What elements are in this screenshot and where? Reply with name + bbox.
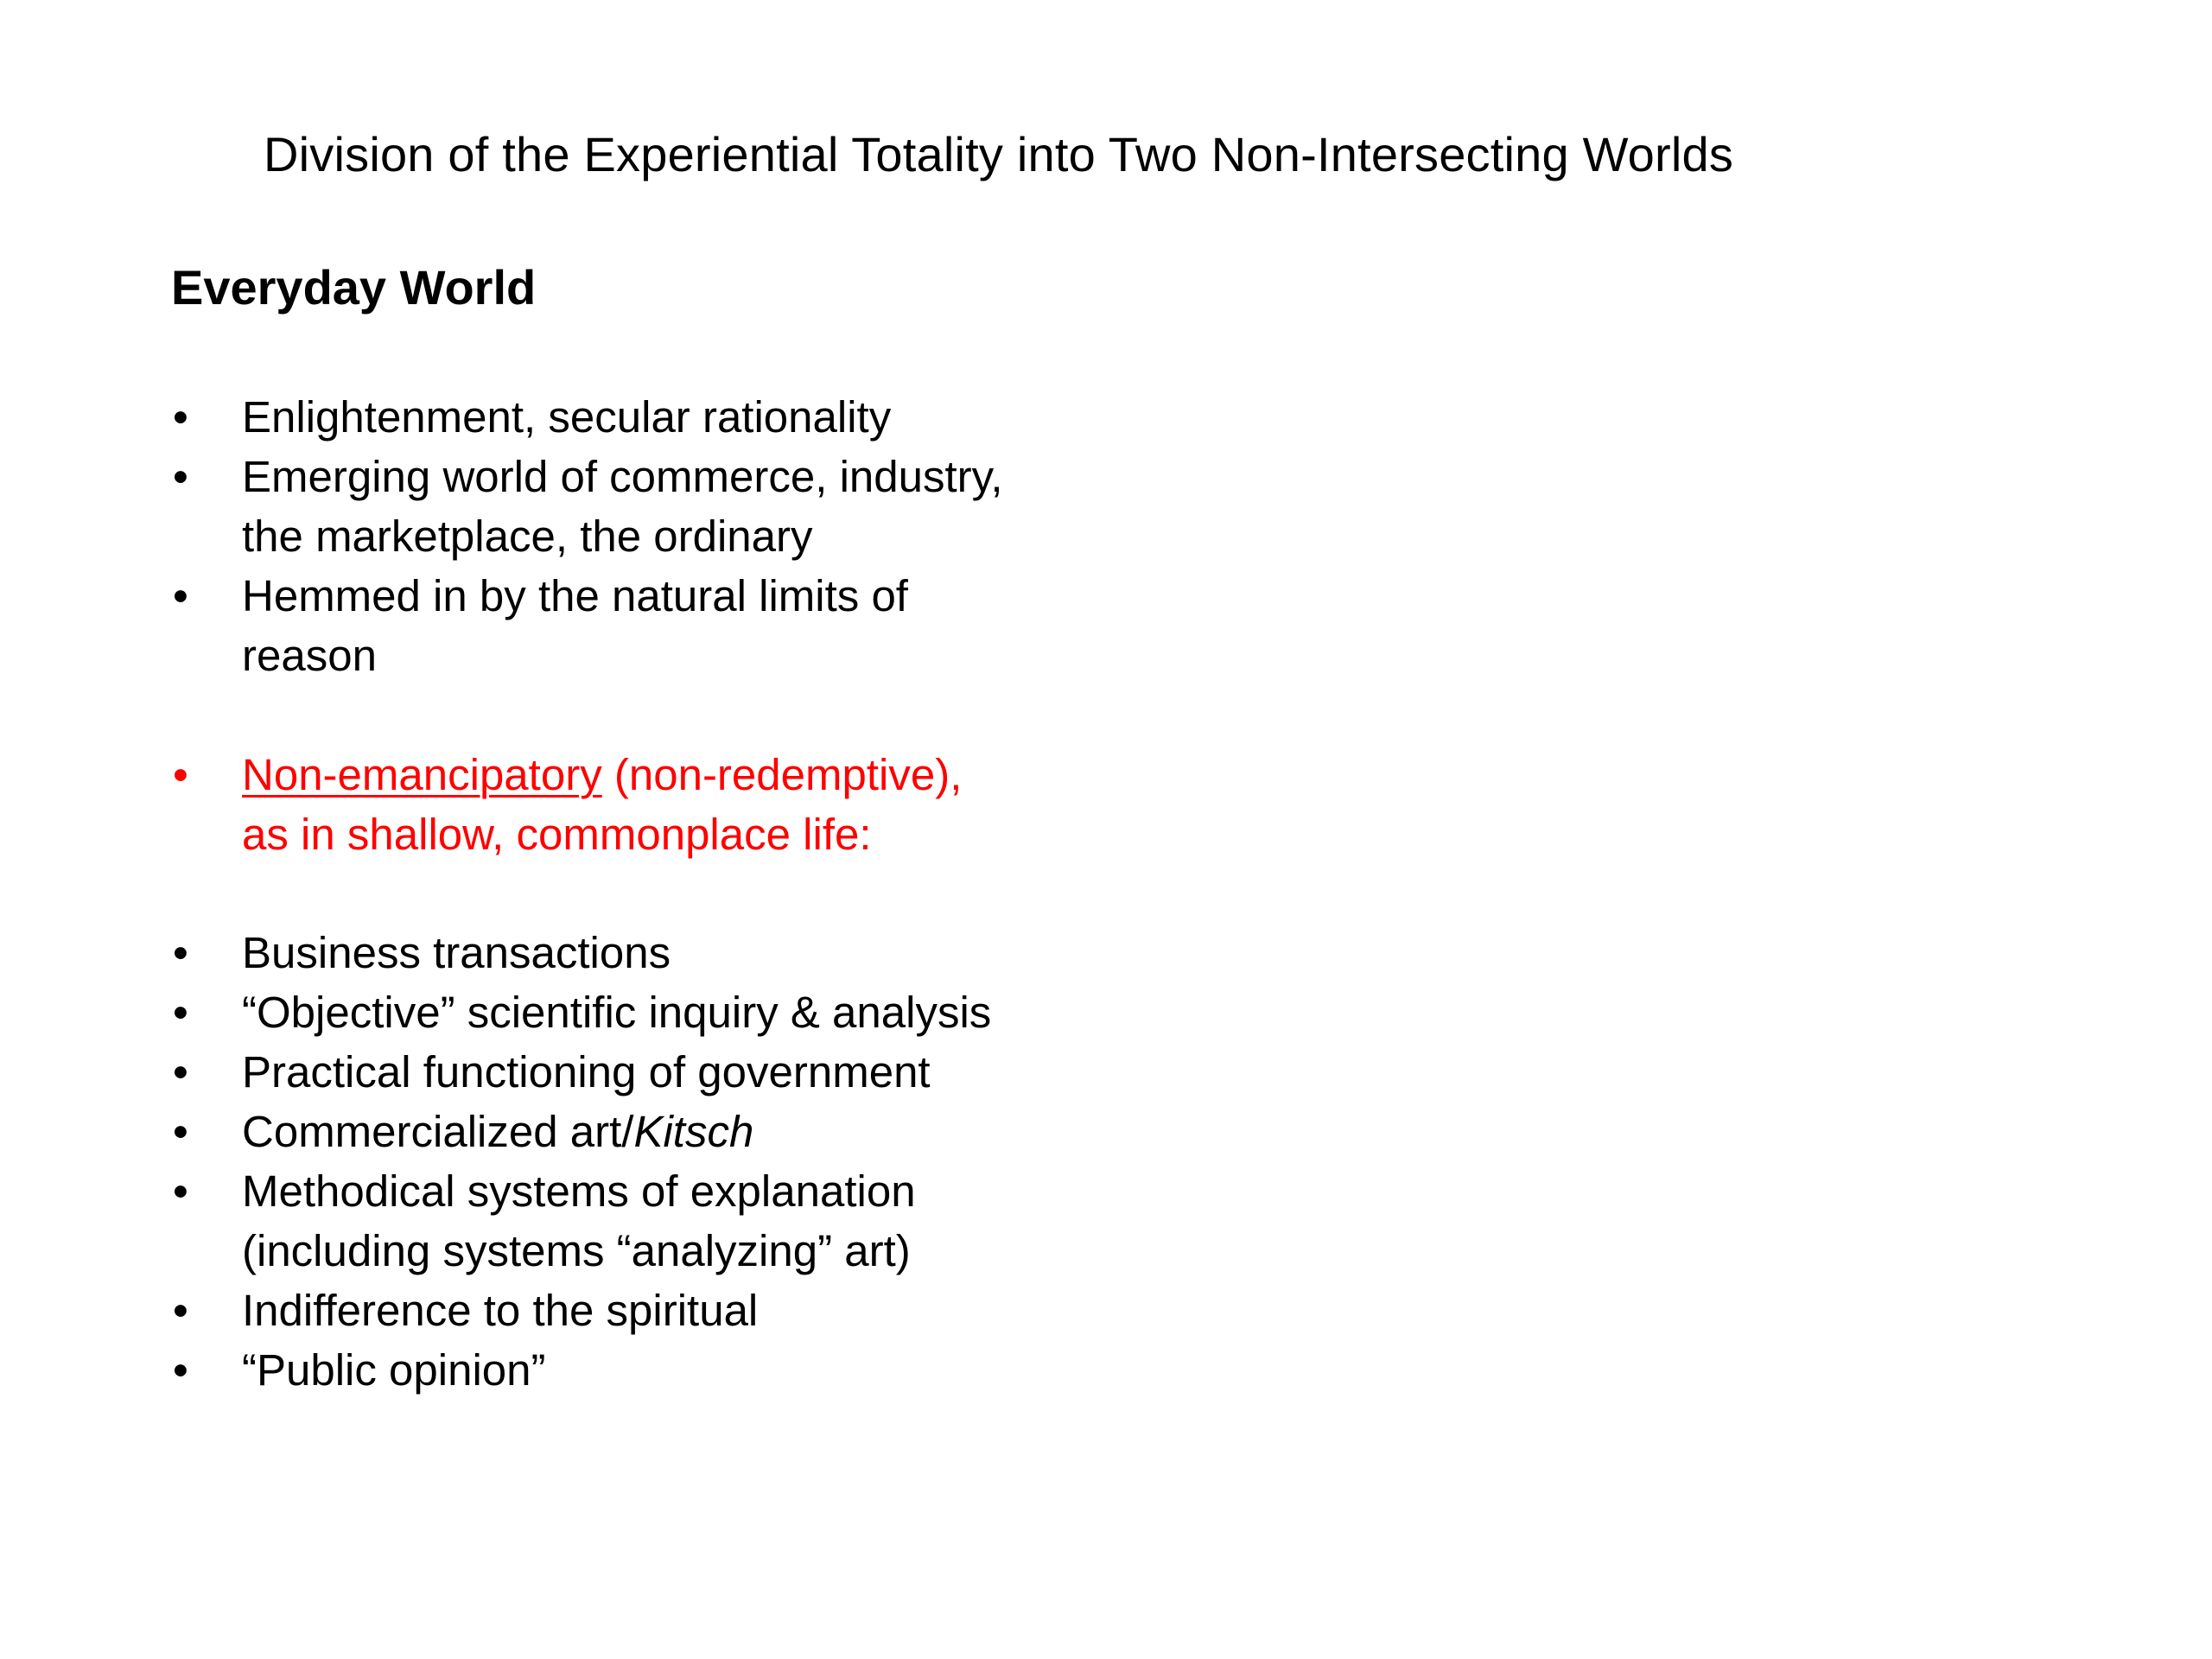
list-item (171, 1340, 1122, 1400)
list-item (171, 447, 1122, 566)
bullet-icon: • (173, 392, 188, 442)
bullet-icon: • (173, 571, 188, 620)
list-item-text: “Public opinion” (242, 1345, 546, 1395)
bullet-icon: • (173, 1166, 188, 1216)
list-item-text: Methodical systems of explanation (242, 1166, 916, 1216)
bullet-icon: • (173, 1286, 188, 1335)
list-item-text: Business transactions (242, 928, 671, 977)
list-item-text-continued: as in shallow, commonplace life: (242, 810, 872, 859)
list-item-text: Emerging world of commerce, industry, (242, 452, 1003, 501)
list-item-text-continued: reason (242, 631, 377, 680)
list-item (171, 387, 1122, 447)
bullet-icon: • (173, 1107, 188, 1156)
list-item (171, 1042, 1122, 1102)
bullet-icon: • (173, 1345, 188, 1395)
slide-title: Division of the Experiential Totality into Two Non-Intersecting Worlds (264, 127, 1734, 181)
list-item-emphasis (171, 745, 1122, 864)
list-item (171, 923, 1122, 982)
bullet-list-emphasis (171, 745, 1122, 864)
list-item-text: Practical functioning of government (242, 1047, 931, 1096)
list-item-text: Hemmed in by the natural limits of (242, 571, 908, 620)
list-item-text-continued: the marketplace, the ordinary (242, 512, 813, 561)
bullet-icon: • (173, 750, 188, 799)
italic-term: Kitsch (633, 1107, 754, 1156)
list-item (171, 1102, 1122, 1161)
list-item (171, 982, 1122, 1042)
bullet-list-context (171, 387, 1122, 685)
bullet-icon: • (173, 452, 188, 501)
list-item (171, 1161, 1122, 1281)
list-item-text: Enlightenment, secular rationality (242, 392, 892, 442)
list-item-text: (non-redemptive), (601, 750, 963, 799)
underlined-term: Non-emancipatory (242, 750, 602, 799)
list-item-text: “Objective” scientific inquiry & analysis (242, 988, 992, 1037)
list-item (171, 566, 1122, 685)
list-item (171, 1281, 1122, 1340)
bullet-icon: • (173, 1047, 188, 1096)
list-item-text: Commercialized art/ (242, 1107, 634, 1156)
list-item-text-continued: (including systems “analyzing” art) (242, 1226, 911, 1275)
list-item-text: Indifference to the spiritual (242, 1286, 759, 1335)
bullet-icon: • (173, 988, 188, 1037)
section-heading: Everyday World (171, 260, 537, 315)
bullet-icon: • (173, 928, 188, 977)
bullet-list-examples (171, 923, 1122, 1400)
